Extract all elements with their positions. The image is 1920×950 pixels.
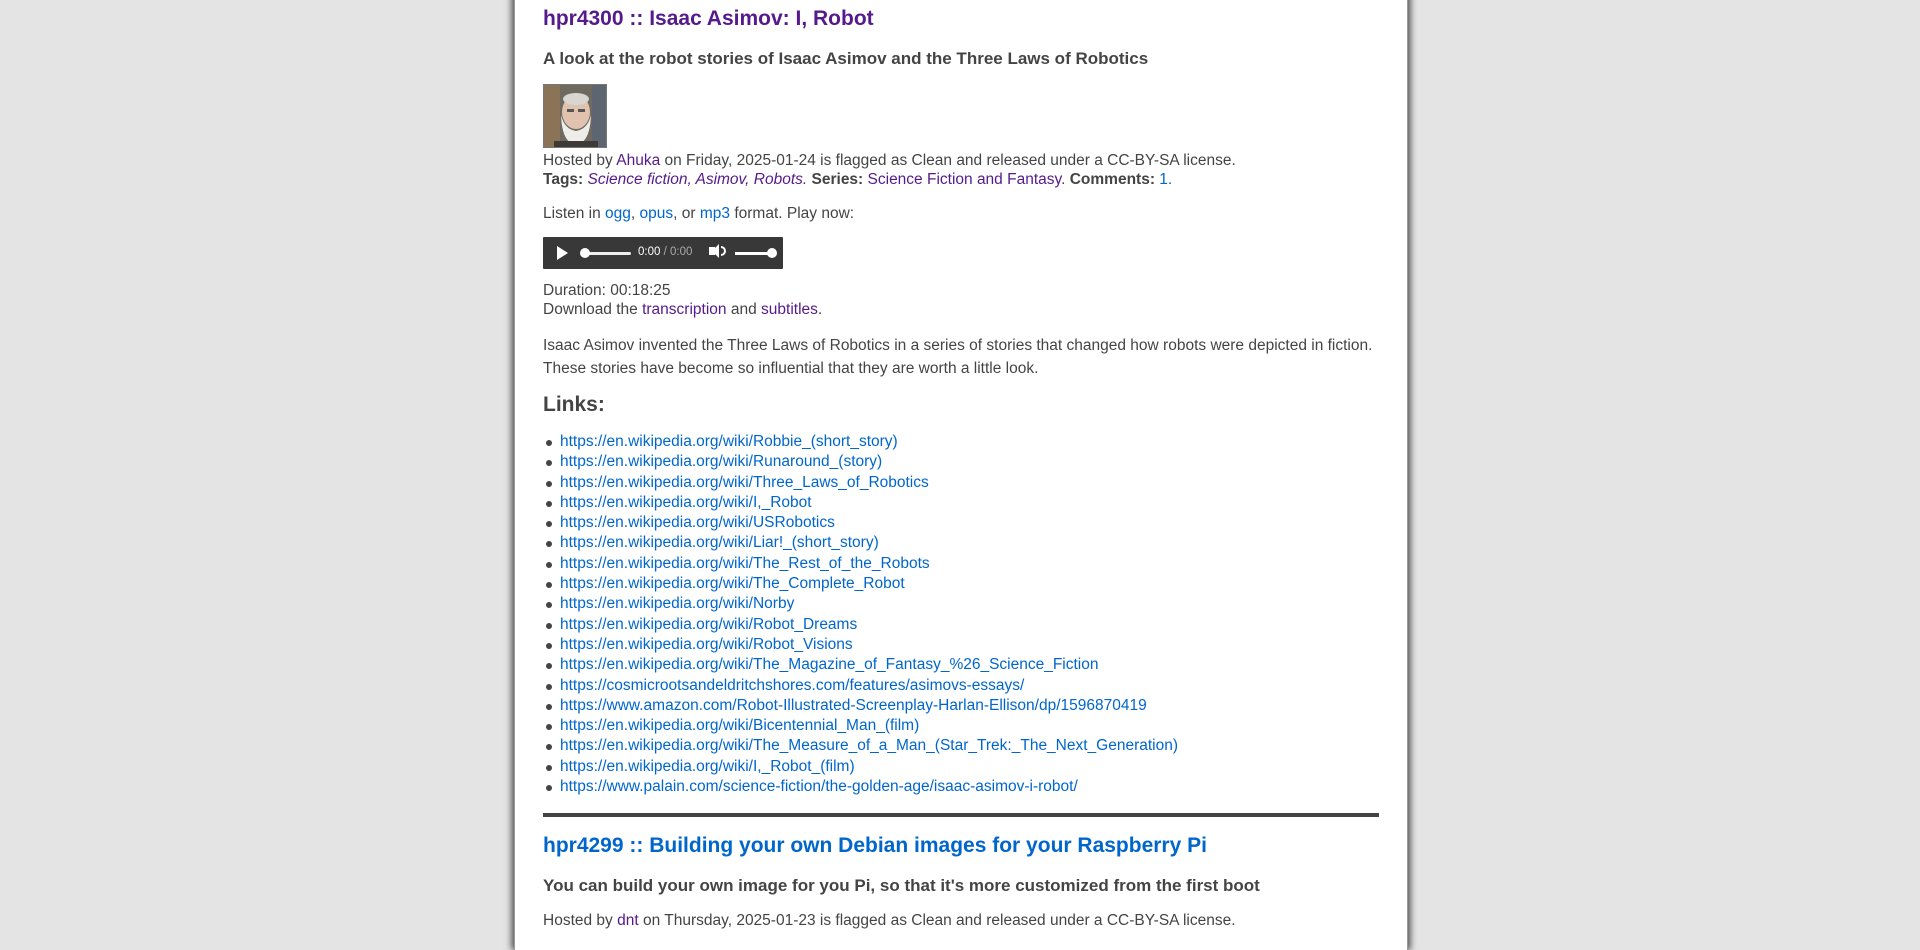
next-episode-title[interactable]: hpr4299 :: Building your own Debian images for your Raspberry Pi: [543, 834, 1207, 858]
list-item: [543, 594, 1379, 614]
comments-link[interactable]: 1: [1159, 171, 1168, 188]
episode-meta: [543, 151, 1379, 170]
link-asimovs-essays[interactable]: https://cosmicrootsandeldritchshores.com/features/asimovs-essays/: [560, 676, 1025, 694]
transcription-link[interactable]: transcription: [642, 301, 727, 318]
comments-label: Comments:: [1069, 171, 1155, 188]
volume-icon-wave: [721, 246, 726, 256]
listen-or: , or: [673, 205, 700, 222]
link-usrobotics[interactable]: https://en.wikipedia.org/wiki/USRobotics: [560, 514, 835, 532]
series-link[interactable]: Science Fiction and Fantasy: [867, 171, 1062, 188]
duration: Duration: 00:18:25: [543, 282, 671, 299]
release-info: on Friday, 2025-01-24 is flagged as Clean and released under a CC-BY-SA license.: [660, 152, 1236, 169]
host-avatar[interactable]: [543, 84, 607, 148]
listen-formats: [543, 204, 1379, 223]
link-measure-of-a-man[interactable]: https://en.wikipedia.org/wiki/The_Measure_of_a_Man_(Star_Trek:_The_Next_Generation): [560, 737, 1179, 755]
episode-summary: A look at the robot stories of Isaac Asimov and the Three Laws of Robotics: [543, 49, 1149, 68]
time-separator: /: [660, 246, 670, 258]
tags-period: .: [802, 171, 808, 188]
list-item: [543, 554, 1379, 574]
link-robot-visions[interactable]: https://en.wikipedia.org/wiki/Robot_Visions: [560, 635, 853, 653]
hosted-by-label: Hosted by: [543, 152, 617, 169]
list-item: [543, 716, 1379, 736]
list-item: [543, 757, 1379, 777]
ogg-link[interactable]: ogg: [605, 205, 631, 222]
volume-handle[interactable]: [767, 248, 777, 258]
link-i-robot[interactable]: https://en.wikipedia.org/wiki/I,_Robot: [560, 493, 812, 511]
link-rest-of-robots[interactable]: https://en.wikipedia.org/wiki/The_Rest_of_the_Robots: [560, 554, 930, 572]
list-item: [543, 452, 1379, 472]
list-item: [543, 473, 1379, 493]
download-line: [543, 300, 1379, 319]
link-i-robot-film[interactable]: https://en.wikipedia.org/wiki/I,_Robot_(film): [560, 757, 855, 775]
link-runaround[interactable]: https://en.wikipedia.org/wiki/Runaround_(story): [560, 453, 883, 471]
download-suffix: .: [817, 301, 823, 318]
next-hosted-by-label: Hosted by: [543, 912, 618, 930]
list-item: [543, 676, 1379, 696]
tags-label: Tags:: [543, 171, 584, 188]
episode-title[interactable]: hpr4300 :: Isaac Asimov: I, Robot: [543, 7, 874, 30]
next-episode-summary: You can build your own image for you Pi, so that it's more customized from the first boot: [543, 876, 1260, 896]
comments-period: .: [1167, 171, 1173, 188]
link-palain[interactable]: https://www.palain.com/science-fiction/the-golden-age/isaac-asimov-i-robot/: [560, 778, 1078, 796]
list-item: [543, 574, 1379, 594]
list-item: [543, 736, 1379, 756]
list-item: [543, 635, 1379, 655]
download-prefix: Download the: [543, 301, 643, 318]
player-time: [638, 246, 692, 258]
list-item: [543, 777, 1379, 797]
links-heading: Links:: [543, 393, 605, 416]
link-liar[interactable]: https://en.wikipedia.org/wiki/Liar!_(short_story): [560, 534, 879, 552]
listen-prefix: Listen in: [543, 205, 606, 222]
download-and: and: [726, 301, 762, 318]
seek-handle[interactable]: [580, 248, 590, 258]
episode-description: Isaac Asimov invented the Three Laws of Robotics in a series of stories that changed how robots were depicted in fiction. These stories have become so influential that they are worth a little look.: [543, 337, 1373, 377]
link-robbie[interactable]: https://en.wikipedia.org/wiki/Robbie_(short_story): [560, 433, 898, 450]
mp3-link[interactable]: mp3: [699, 205, 731, 222]
link-bicentennial-man[interactable]: https://en.wikipedia.org/wiki/Bicentennial_Man_(film): [560, 717, 920, 735]
list-item: [543, 615, 1379, 635]
link-norby[interactable]: https://en.wikipedia.org/wiki/Norby: [560, 595, 795, 613]
link-robot-dreams[interactable]: https://en.wikipedia.org/wiki/Robot_Dreams: [560, 615, 858, 633]
host-avatar-image: [544, 85, 607, 148]
link-three-laws[interactable]: https://en.wikipedia.org/wiki/Three_Laws_of_Robotics: [560, 473, 929, 491]
links-list: [543, 432, 1379, 797]
current-time: 0:00: [638, 246, 661, 258]
list-item: [543, 493, 1379, 513]
page-column: [514, 0, 1408, 950]
host-link[interactable]: Ahuka: [616, 152, 661, 169]
next-release-info: on Thursday, 2025-01-23 is flagged as Clean and released under a CC-BY-SA license.: [638, 912, 1236, 930]
series-period: .: [1061, 171, 1066, 188]
listen-comma: ,: [630, 205, 640, 222]
audio-player[interactable]: [543, 237, 783, 269]
seek-track[interactable]: [583, 252, 631, 255]
list-item: [543, 696, 1379, 716]
list-item: [543, 432, 1379, 452]
volume-icon-cone: [712, 244, 719, 258]
link-amazon-screenplay[interactable]: https://www.amazon.com/Robot-Illustrated-Screenplay-Harlan-Ellison/dp/1596870419: [560, 696, 1147, 714]
subtitles-link[interactable]: subtitles: [761, 301, 818, 318]
episode-taxonomy: [543, 170, 1379, 189]
link-magazine-fsf[interactable]: https://en.wikipedia.org/wiki/The_Magazine_of_Fantasy_%26_Science_Fiction: [560, 656, 1099, 674]
list-item: [543, 533, 1379, 553]
total-time: 0:00: [669, 246, 693, 258]
list-item: [543, 513, 1379, 533]
link-complete-robot[interactable]: https://en.wikipedia.org/wiki/The_Complete_Robot: [560, 575, 905, 593]
play-icon[interactable]: [557, 246, 568, 260]
episode-divider: [543, 813, 1379, 817]
series-label: Series:: [811, 171, 864, 188]
next-episode-meta: [543, 911, 1379, 930]
list-item: [543, 655, 1379, 675]
main-content: [543, 0, 1379, 930]
opus-link[interactable]: opus: [639, 205, 674, 222]
tags-links[interactable]: Science fiction, Asimov, Robots: [587, 171, 803, 188]
listen-suffix: format. Play now:: [730, 205, 855, 222]
next-host-link[interactable]: dnt: [617, 912, 639, 930]
